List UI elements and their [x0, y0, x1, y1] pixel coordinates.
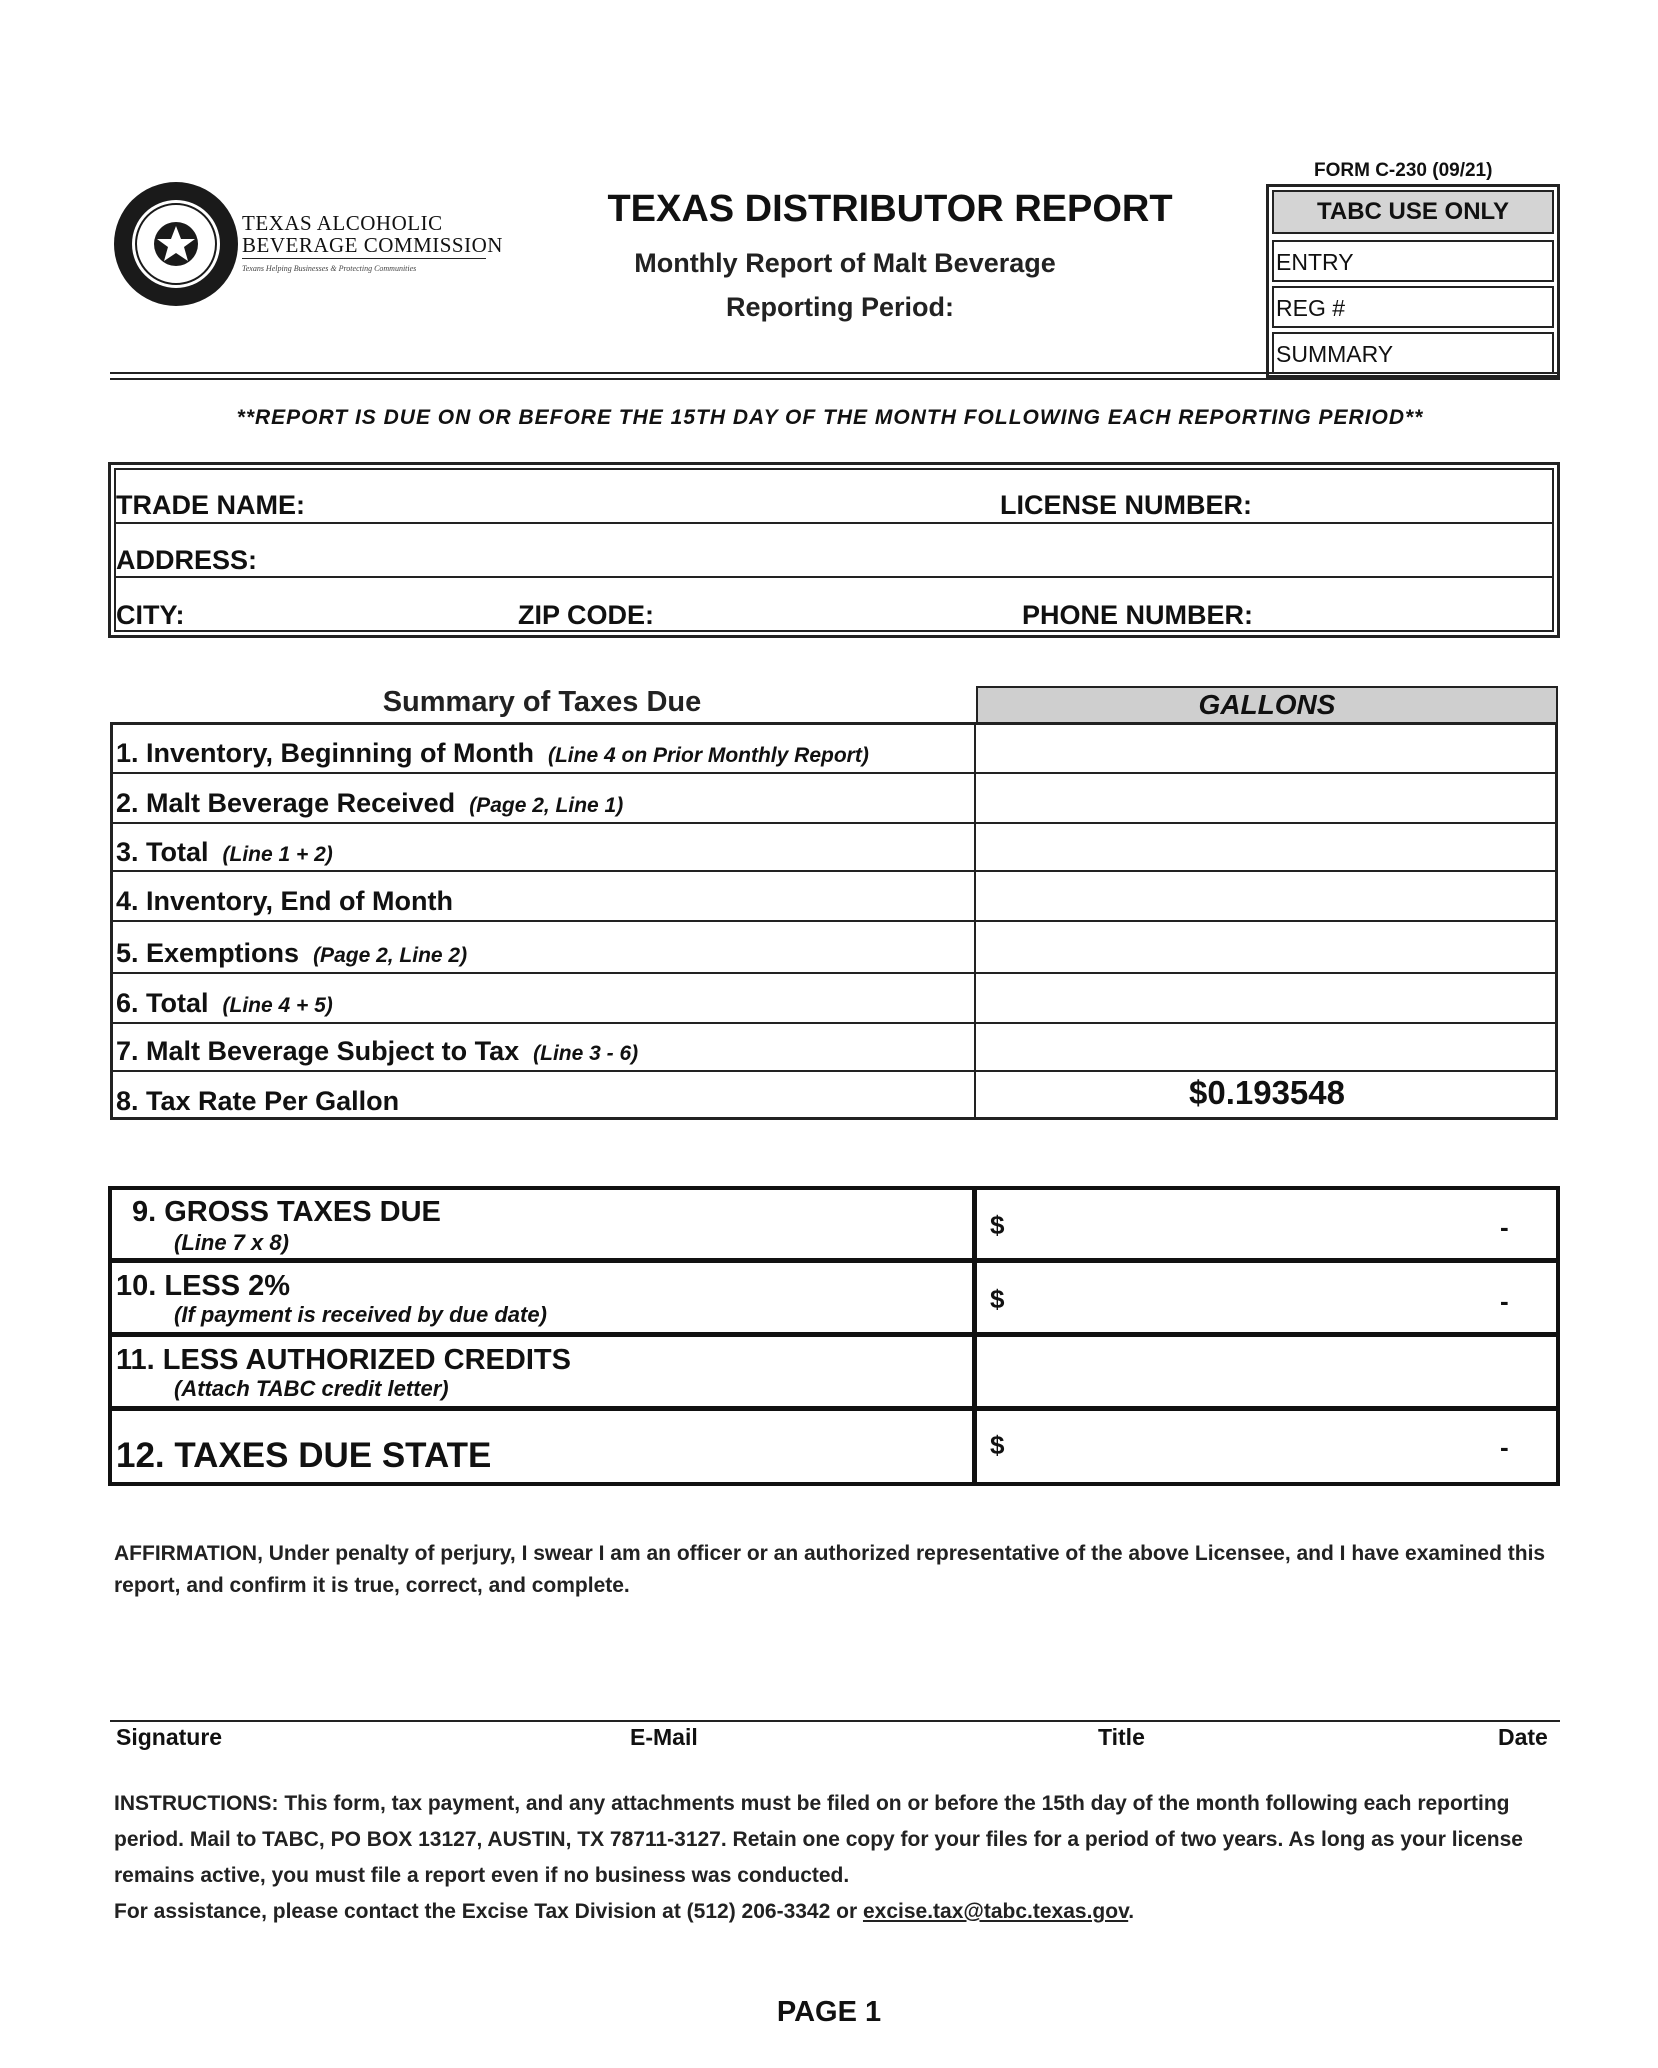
line-10-label: 10. LESS 2%	[116, 1270, 291, 1302]
taxes-row-divider	[108, 1406, 1560, 1411]
tax-rate-value: $0.193548	[1189, 1074, 1345, 1111]
signature-label: Signature	[116, 1724, 223, 1750]
logo-rule	[242, 258, 486, 259]
gallons-input-line-4[interactable]	[976, 872, 1556, 920]
agency-tagline: Texans Helping Businesses & Protecting Communities	[242, 264, 417, 273]
summary-line-4: 4. Inventory, End of Month	[116, 886, 453, 916]
summary-line-1: 1. Inventory, Beginning of Month (Line 4 on Prior Monthly Report)	[116, 738, 869, 768]
line-11-label: 11. LESS AUTHORIZED CREDITS	[116, 1344, 571, 1376]
date-label: Date	[1498, 1724, 1548, 1750]
summary-line-6: 6. Total (Line 4 + 5)	[116, 988, 333, 1018]
signature-line[interactable]	[110, 1720, 1560, 1722]
summary-line-2: 2. Malt Beverage Received (Page 2, Line 1)	[116, 788, 624, 818]
tabc-reg-field[interactable]: REG #	[1272, 286, 1554, 328]
form-code: FORM C-230 (09/21)	[1314, 160, 1493, 181]
address-field[interactable]: ADDRESS:	[116, 545, 258, 575]
info-row-divider	[114, 522, 1554, 524]
assistance-text: For assistance, please contact the Excise Tax Division at (512) 206-3342 or excise.tax@tabc.texas.gov.	[114, 1900, 1135, 1923]
summary-line-3: 3. Total (Line 1 + 2)	[116, 837, 333, 867]
header-rule-top	[110, 372, 1560, 374]
tabc-summary-field[interactable]: SUMMARY	[1272, 332, 1554, 374]
tabc-seal-logo	[112, 180, 240, 308]
gallons-input-line-7[interactable]	[976, 1024, 1556, 1070]
line-9-label: 9. GROSS TAXES DUE	[132, 1196, 441, 1228]
gallons-input-line-3[interactable]	[976, 824, 1556, 870]
affirmation-text: AFFIRMATION, Under penalty of perjury, I swear I am an officer or an authorized representative of the above Licensee, and I have examined this report, and confirm it is true, correct, and complete.	[114, 1542, 1546, 1597]
gallons-input-line-6[interactable]	[976, 974, 1556, 1022]
excise-email-link[interactable]: excise.tax@tabc.texas.gov	[862, 1900, 1129, 1923]
instructions-text: INSTRUCTIONS: This form, tax payment, and any attachments must be filed on or before the 15th day of the month following each reporting period. Mail to TABC, PO BOX 13127, AUSTIN, TX 78711-3127. Retain one copy for your files for a period of two years. As long as your license remains active, you must file a report even if no business was conducted.	[114, 1792, 1523, 1887]
line-10-note: (If payment is received by due date)	[174, 1302, 547, 1327]
line-10-currency: $	[990, 1284, 1005, 1314]
line-10-value[interactable]: -	[1500, 1286, 1509, 1316]
gallons-input-line-5[interactable]	[976, 922, 1556, 972]
line-11-value[interactable]	[978, 1338, 1556, 1406]
email-label: E-Mail	[630, 1724, 698, 1750]
line-12-value[interactable]: -	[1500, 1432, 1509, 1462]
tabc-use-only-heading: TABC USE ONLY	[1272, 190, 1554, 234]
summary-row-divider	[110, 1070, 1558, 1072]
line-12-currency: $	[990, 1430, 1005, 1460]
due-date-notice: **REPORT IS DUE ON OR BEFORE THE 15TH DAY OF THE MONTH FOLLOWING EACH REPORTING PERIOD**	[236, 406, 1424, 429]
line-11-note: (Attach TABC credit letter)	[174, 1376, 449, 1401]
line-9-value[interactable]: -	[1500, 1212, 1509, 1242]
reporting-period-label: Reporting Period:	[726, 292, 954, 322]
summary-line-7: 7. Malt Beverage Subject to Tax (Line 3 - 6)	[116, 1036, 639, 1066]
line-12-label: 12. TAXES DUE STATE	[116, 1436, 492, 1475]
page-subtitle: Monthly Report of Malt Beverage	[634, 248, 1056, 278]
title-label: Title	[1098, 1724, 1145, 1750]
zip-code-field[interactable]: ZIP CODE:	[518, 600, 655, 630]
summary-line-8: 8. Tax Rate Per Gallon	[116, 1086, 400, 1116]
page-title: TEXAS DISTRIBUTOR REPORT	[607, 188, 1173, 230]
gallons-input-line-1[interactable]	[976, 724, 1556, 772]
city-field[interactable]: CITY:	[116, 600, 185, 630]
gallons-input-line-2[interactable]	[976, 774, 1556, 822]
licensee-info-inner	[114, 468, 1554, 632]
page-number: PAGE 1	[776, 1996, 882, 2028]
tabc-entry-field[interactable]: ENTRY	[1272, 240, 1554, 282]
info-row-divider	[114, 576, 1554, 578]
trade-name-field[interactable]: TRADE NAME:	[116, 490, 305, 520]
gallons-header: GALLONS	[976, 686, 1558, 724]
agency-name: TEXAS ALCOHOLIC BEVERAGE COMMISSION	[242, 211, 503, 257]
summary-title: Summary of Taxes Due	[382, 686, 702, 718]
license-number-field[interactable]: LICENSE NUMBER:	[1000, 490, 1253, 520]
taxes-row-divider	[108, 1332, 1560, 1337]
header-rule-bottom	[110, 378, 1560, 380]
taxes-row-divider	[108, 1258, 1560, 1263]
line-9-currency: $	[990, 1210, 1005, 1240]
instructions-block	[114, 1786, 1562, 1930]
summary-line-5: 5. Exemptions (Page 2, Line 2)	[116, 938, 468, 968]
line-9-note: (Line 7 x 8)	[174, 1230, 289, 1255]
phone-number-field[interactable]: PHONE NUMBER:	[1022, 600, 1254, 630]
